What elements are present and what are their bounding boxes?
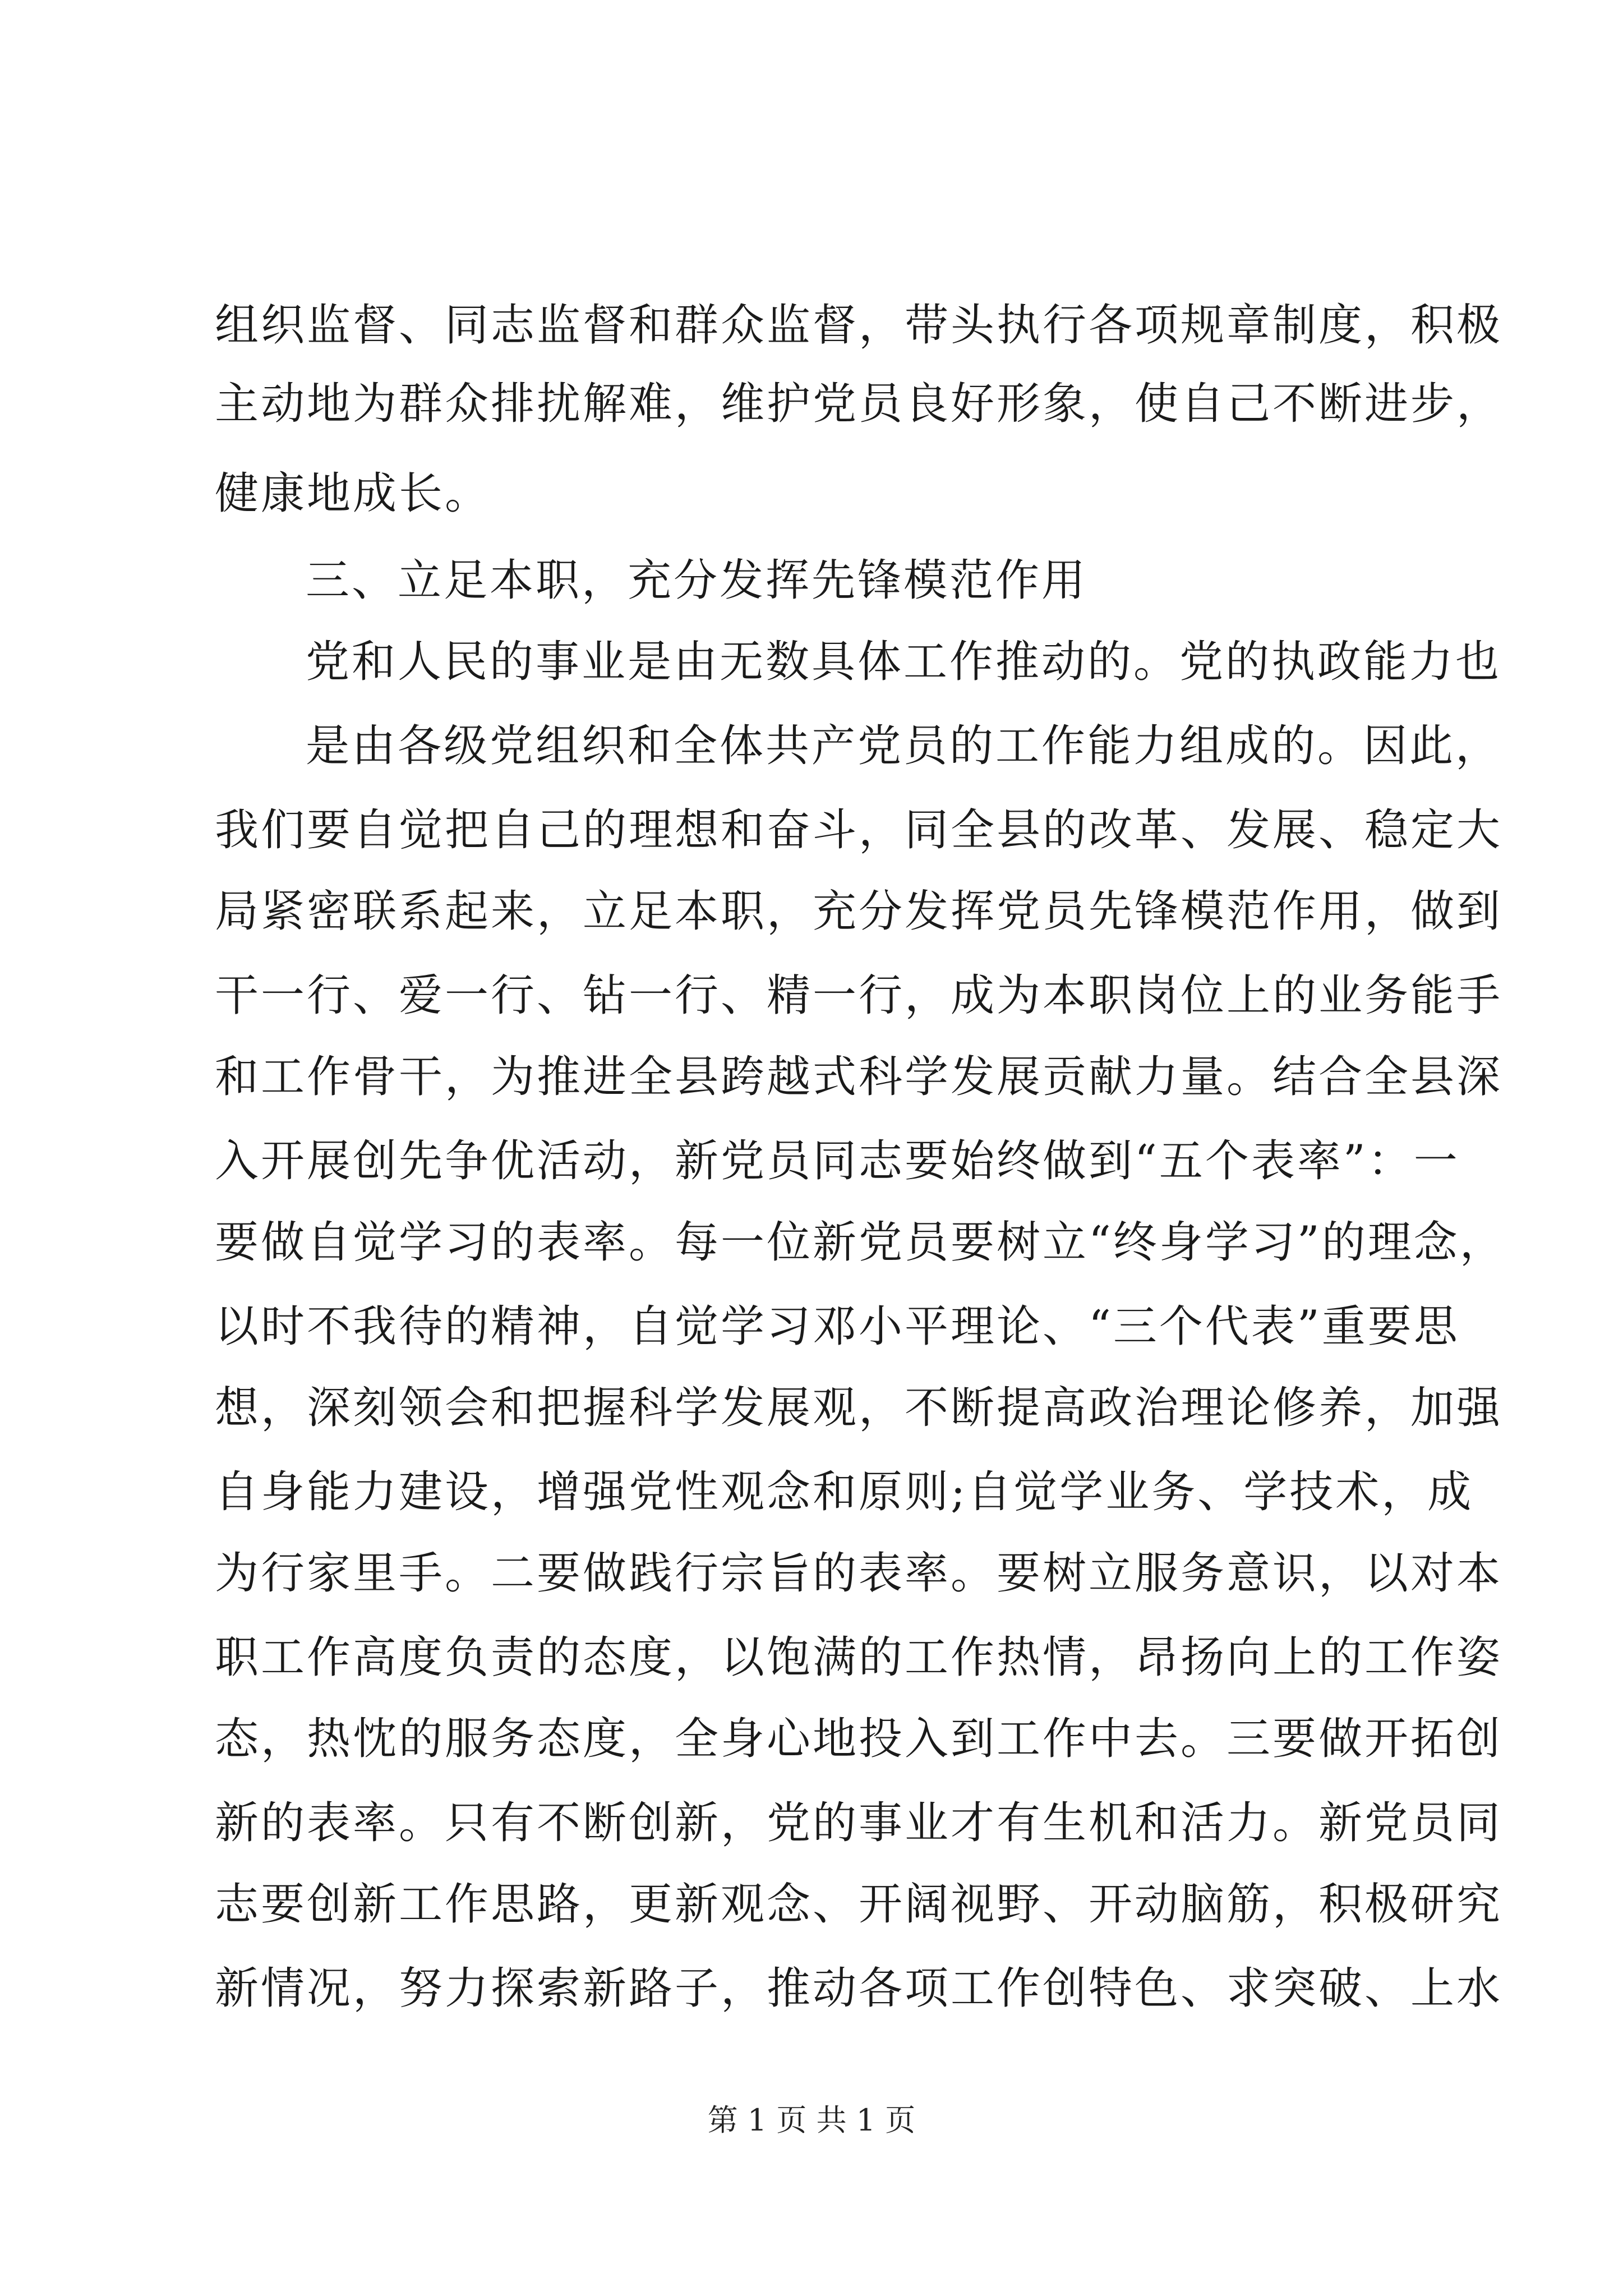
section-heading: 三、立足本职，充分发挥先锋模范作用 [306,555,1088,606]
text-line-2: 主动地为群众排扰解难，维护党员良好形象，使自己不断进步， [215,379,1503,429]
text-line-9: 干一行、爱一行、钻一行、精一行，成为本职岗位上的业务能手 [215,970,1503,1021]
text-line-21: 新情况，努力探索新路子，推动各项工作创特色、求突破、上水 [215,1963,1503,2014]
text-line-19: 新的表率。只有不断创新，党的事业才有生机和活力。新党员同 [215,1798,1503,1848]
text-line-13: 以时不我待的精神，自觉学习邓小平理论、“三个代表”重要思 [215,1301,1460,1352]
page-number-footer: 第 1 页 共 1 页 [707,2102,916,2138]
text-line-15: 自身能力建设，增强党性观念和原则;自觉学业务、学技术，成 [215,1467,1474,1517]
text-line-14: 想，深刻领会和把握科学发展观，不断提高政治理论修养，加强 [215,1383,1503,1433]
text-line-6: 是由各级党组织和全体共产党员的工作能力组成的。因此， [306,721,1502,771]
text-line-20: 志要创新工作思路，更新观念、开阔视野、开动脑筋，积极研究 [215,1879,1503,1930]
text-line-16: 为行家里手。二要做践行宗旨的表率。要树立服务意识，以对本 [215,1548,1503,1599]
text-line-12: 要做自觉学习的表率。每一位新党员要树立“终身学习”的理念， [215,1217,1506,1268]
text-line-1: 组织监督、同志监督和群众监督，带头执行各项规章制度，积极 [215,300,1503,351]
text-line-18: 态，热忱的服务态度，全身心地投入到工作中去。三要做开拓创 [215,1714,1503,1764]
text-line-5: 党和人民的事业是由无数具体工作推动的。党的执政能力也 [306,637,1502,687]
text-line-11: 入开展创先争优活动，新党员同志要始终做到“五个表率”：一 [215,1136,1460,1186]
text-line-8: 局紧密联系起来，立足本职，充分发挥党员先锋模范作用，做到 [215,886,1503,937]
text-line-17: 职工作高度负责的态度，以饱满的工作热情，昂扬向上的工作姿 [215,1632,1503,1683]
text-line-10: 和工作骨干，为推进全县跨越式科学发展贡献力量。结合全县深 [215,1052,1503,1102]
text-line-3: 健康地成长。 [215,468,491,519]
text-line-7: 我们要自觉把自己的理想和奋斗，同全县的改革、发展、稳定大 [215,805,1503,855]
